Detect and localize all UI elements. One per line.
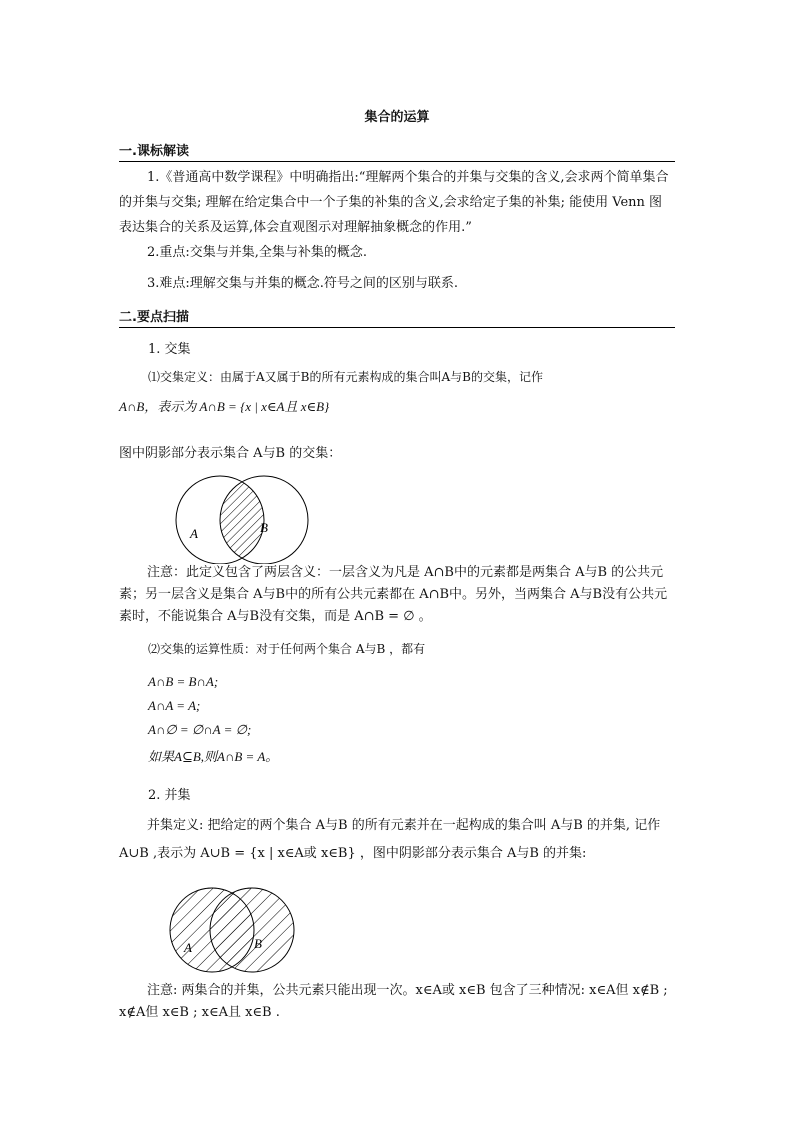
figure1-caption: 图中阴影部分表示集合 A与B 的交集： (119, 446, 342, 461)
union-note: 注意: 两集合的并集，公共元素只能出现一次。x∈A或 x∈B 包含了三种情况: x∈A但 x∉B ; x∉A但 x∈B ; x∈A且 x∈B . (119, 983, 668, 1020)
intersection-properties-intro: ⑵交集的运算性质：对于任何两个集合 A与B ，都有 (148, 642, 426, 656)
intersection-definition-line2: A∩B，表示为 A∩B = {x | x∈A且 x∈B} (119, 399, 330, 414)
venn1-label-a: A (190, 526, 198, 541)
property-commutative: A∩B = B∩A; (148, 674, 219, 689)
property-subset: 如果A⊆B,则A∩B = A。 (148, 749, 279, 764)
property-idempotent: A∩A = A; (148, 698, 201, 713)
item-union-heading: 2. 并集 (148, 788, 191, 803)
venn2-label-b: B (254, 936, 262, 951)
paragraph-key-points: 2.重点:交集与并集,全集与补集的概念. (147, 245, 368, 260)
section-heading-2: 二.要点扫描 (119, 306, 675, 328)
section-heading-1: 一.课标解读 (119, 140, 675, 162)
item-intersection-heading: 1. 交集 (148, 342, 191, 357)
venn-union-diagram (164, 886, 304, 974)
paragraph-standard: 1.《普通高中数学课程》中明确指出:“理解两个集合的并集与交集的含义,会求两个简单集合的并集与交集; 理解在给定集合中一个子集的补集的含义,会求给定子集的补集; 能使用 Venn 图表达集合的关系及运算,体会直观图示对理解抽象概念的作用.” (119, 170, 669, 235)
page-title: 集合的运算 (364, 110, 430, 125)
venn2-label-a: A (184, 940, 192, 955)
venn1-label-b: B (260, 520, 268, 535)
paragraph-difficulties: 3.难点:理解交集与并集的概念.符号之间的区别与联系. (147, 276, 459, 291)
venn-intersection-diagram (168, 474, 318, 564)
union-definition: 并集定义: 把给定的两个集合 A与B 的所有元素并在一起构成的集合叫 A与B 的并集, 记作 A∪B ,表示为 A∪B = {x | x∈A或 x∈B} ，图中阴影部分表示集合 A与B 的并集: (119, 818, 661, 861)
property-empty-set: A∩∅ = ∅∩A = ∅; (148, 722, 252, 737)
intersection-definition-line1: ⑴交集定义：由属于A又属于B的所有元素构成的集合叫A与B的交集，记作 (148, 370, 543, 384)
intersection-note: 注意：此定义包含了两层含义：一层含义为凡是 A∩B中的元素都是两集合 A与B 的公共元素；另一层含义是集合 A与B中的所有公共元素都在 A∩B中。另外，当两集合 A与B没有公共元素时，不能说集合 A与B没有交集，而是 A∩B = ∅ 。 (119, 565, 668, 624)
